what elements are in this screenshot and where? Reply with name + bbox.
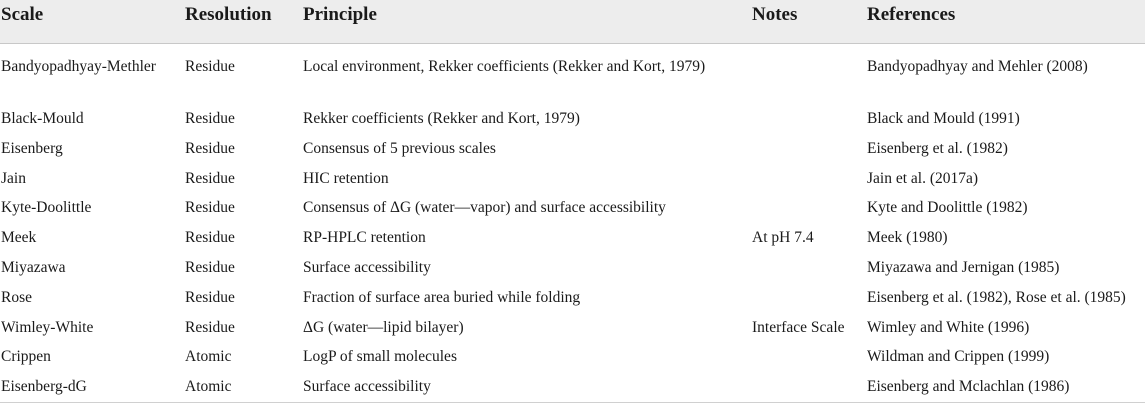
cell-principle: Local environment, Rekker coefficients (Rekker and Kort, 1979) (303, 57, 706, 75)
table-header-row (0, 0, 1145, 43)
cell-principle: RP-HPLC retention (303, 229, 426, 247)
cell-resolution: Residue (185, 258, 235, 276)
cell-resolution: Residue (185, 288, 235, 306)
cell-resolution: Residue (185, 139, 235, 157)
cell-principle: Rekker coefficients (Rekker and Kort, 1979) (303, 110, 580, 127)
table-row (0, 314, 1145, 344)
cell-principle: Surface accessibility (303, 258, 431, 276)
table-row (0, 165, 1145, 195)
cell-references: Miyazawa and Jernigan (1985) (867, 258, 1060, 276)
cell-notes (752, 343, 867, 373)
cell-principle: Fraction of surface area buried while folding (303, 288, 581, 306)
table-row (0, 224, 1145, 254)
cell-scale: Wimley-White (1, 318, 94, 336)
table-row (0, 254, 1145, 284)
cell-notes (752, 373, 867, 403)
table-row (0, 284, 1145, 314)
cell-resolution: Atomic (185, 378, 232, 396)
cell-notes (752, 284, 867, 314)
cell-notes (752, 254, 867, 284)
cell-references: Wildman and Crippen (1999) (867, 348, 1050, 366)
cell-resolution: Residue (185, 229, 235, 247)
header-principle: Principle (303, 0, 752, 43)
cell-notes (752, 43, 867, 105)
header-resolution: Resolution (185, 0, 303, 43)
header-scale: Scale (0, 0, 185, 43)
cell-scale: Crippen (1, 348, 51, 366)
table-row (0, 194, 1145, 224)
header-references: References (867, 0, 1145, 43)
cell-references: Black and Mould (1991) (867, 110, 1020, 127)
cell-references: Eisenberg et al. (1982), Rose et al. (1985) (867, 288, 1126, 306)
cell-resolution: Residue (185, 199, 235, 217)
cell-scale: Bandyopadhyay-Methler (1, 57, 156, 75)
cell-references: Eisenberg et al. (1982) (867, 139, 1008, 157)
cell-notes: At pH 7.4 (752, 229, 814, 247)
table-bottom-rule (0, 402, 1145, 403)
cell-principle: Consensus of ΔG (water—vapor) and surface accessibility (303, 199, 666, 217)
cell-scale: Eisenberg (1, 139, 63, 157)
cell-principle: Consensus of 5 previous scales (303, 139, 496, 157)
cell-scale: Eisenberg-dG (1, 378, 87, 396)
cell-notes: Interface Scale (752, 318, 845, 336)
cell-resolution: Residue (185, 57, 235, 75)
table-row (0, 43, 1145, 105)
cell-resolution: Residue (185, 318, 235, 336)
cell-references: Meek (1980) (867, 229, 948, 247)
header-notes: Notes (752, 0, 867, 43)
cell-resolution: Residue (185, 110, 235, 127)
cell-resolution: Residue (185, 169, 235, 187)
cell-references: Bandyopadhyay and Mehler (2008) (867, 57, 1088, 75)
cell-notes (752, 165, 867, 195)
cell-resolution: Atomic (185, 348, 232, 366)
cell-scale: Rose (1, 288, 32, 306)
cell-principle: ΔG (water—lipid bilayer) (303, 318, 464, 336)
cell-notes (752, 105, 867, 135)
table-row (0, 343, 1145, 373)
cell-references: Jain et al. (2017a) (867, 169, 979, 187)
cell-principle: HIC retention (303, 169, 389, 187)
cell-scale: Black-Mould (1, 110, 84, 127)
cell-scale: Miyazawa (1, 258, 66, 276)
cell-references: Kyte and Doolittle (1982) (867, 199, 1028, 217)
cell-notes (752, 135, 867, 165)
cell-scale: Jain (1, 169, 26, 187)
cell-scale: Kyte-Doolittle (1, 199, 92, 217)
cell-references: Eisenberg and Mclachlan (1986) (867, 378, 1070, 396)
cell-notes (752, 194, 867, 224)
table-row (0, 105, 1145, 135)
cell-principle: Surface accessibility (303, 378, 431, 396)
cell-references: Wimley and White (1996) (867, 318, 1030, 336)
cell-scale: Meek (1, 229, 37, 247)
table-row (0, 135, 1145, 165)
cell-principle: LogP of small molecules (303, 348, 457, 366)
table-row (0, 373, 1145, 403)
